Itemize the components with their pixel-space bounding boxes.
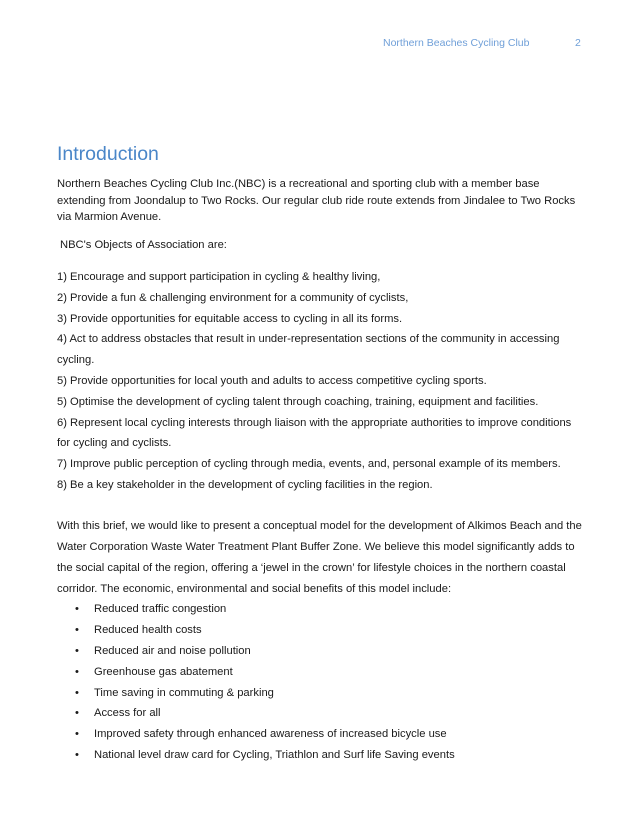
section-heading: Introduction [57,143,159,165]
benefit-text: Access for all [94,707,161,720]
object-item: 5) Provide opportunities for local youth and adults to access competitive cycling sports. [57,374,487,387]
bullet-icon: • [75,749,79,762]
objects-list [57,267,587,496]
benefit-item [57,745,587,766]
header-title: Northern Beaches Cycling Club [383,37,530,49]
brief-paragraph: With this brief, we would like to present a conceptual model for the development of Alkimos Beach and the Water Corporation Waste Water Treatment Plant Buffer Zone. We believe this model significantly adds to the social capital of the region, offering a ‘jewel in the crown’ for lifestyle choices in the northern coastal corridor. The economic, environmental and social benefits of this model include: [57,520,582,595]
object-item: 2) Provide a fun & challenging environment for a community of cyclists, [57,291,409,304]
benefit-text: Reduced traffic congestion [94,603,227,616]
intro-paragraph: Northern Beaches Cycling Club Inc.(NBC) is a recreational and sporting club with a member base extending from Joondalup to Two Rocks. Our regular club ride route extends from Jindalee to Two Rocks via Marmion Avenue. [57,178,576,223]
bullet-icon: • [75,707,79,720]
object-item: 5) Optimise the development of cycling talent through coaching, training, equipment and facilities. [57,395,539,408]
benefit-item [57,724,587,745]
benefit-item [57,599,587,620]
benefit-text: Time saving in commuting & parking [94,686,274,699]
bullet-icon: • [75,624,79,637]
benefit-text: National level draw card for Cycling, Triathlon and Surf life Saving events [94,749,455,762]
bullet-icon: • [75,728,79,741]
object-item: 7) Improve public perception of cycling through media, events, and, personal example of its members. [57,458,561,471]
page-content [57,141,587,766]
benefit-text: Greenhouse gas abatement [94,665,233,678]
bullet-icon: • [75,665,79,678]
page-header [0,37,637,53]
benefit-item [57,683,587,704]
page-number: 2 [575,37,581,49]
object-item: 1) Encourage and support participation in cycling & healthy living, [57,271,381,283]
bullet-icon: • [75,686,79,699]
bullet-icon: • [75,645,79,658]
benefit-item [57,662,587,683]
benefits-list [57,599,587,765]
benefit-text: Reduced health costs [94,624,202,637]
benefit-item [57,620,587,641]
object-item: 3) Provide opportunities for equitable access to cycling in all its forms. [57,312,403,325]
objects-title: NBC's Objects of Association are: [60,238,227,251]
object-item: 8) Be a key stakeholder in the development of cycling facilities in the region. [57,478,433,491]
benefit-text: Reduced air and noise pollution [94,645,251,658]
benefit-text: Improved safety through enhanced awareness of increased bicycle use [94,728,447,741]
object-item: 6) Represent local cycling interests through liaison with the appropriate authorities to improve conditions for cycling and cyclists. [57,416,572,450]
object-item: 4) Act to address obstacles that result in under-representation sections of the community in accessing cycling. [57,333,560,367]
bullet-icon: • [75,603,79,616]
benefit-item [57,703,587,724]
benefit-item [57,641,587,662]
